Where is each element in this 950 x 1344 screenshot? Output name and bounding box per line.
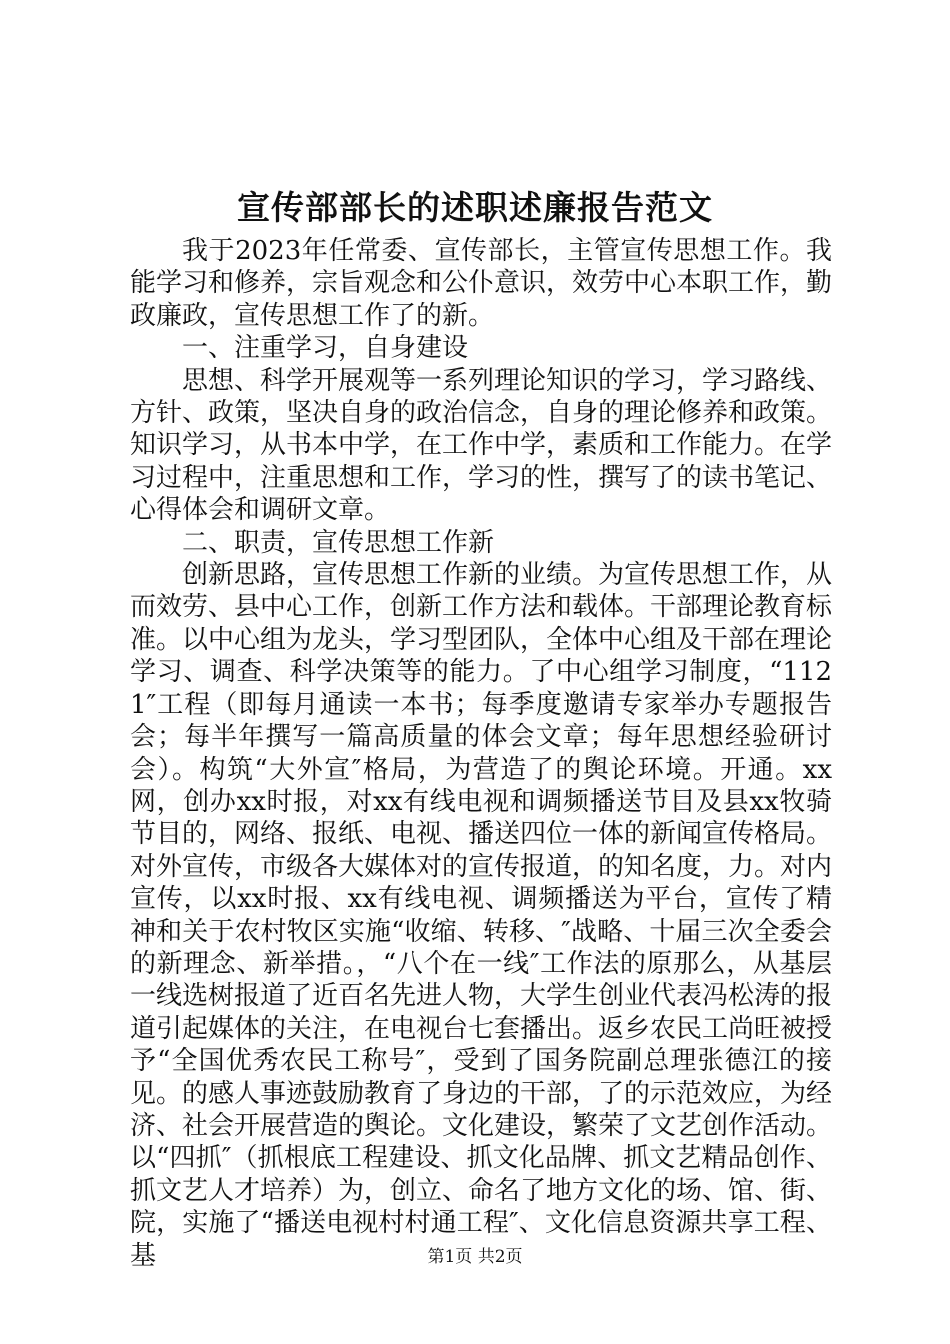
section-heading-1: 一、注重学习，自身建设 — [182, 333, 469, 364]
section-heading-2: 二、职责，宣传思想工作新 — [182, 527, 495, 558]
paragraph-study: 思想、科学开展观等一系列理论知识的学习，学习路线、方针、政策，坚决自身的政治信念，自身的理论修养和政策。知识学习，从书本中学，在工作中学，素质和工作能力。在学习过程中，注重思想和工作，学习的性，撰写了的读书笔记、心得体会和调研文章。 — [130, 365, 833, 526]
page-number-footer: 第1页 共2页 — [427, 1247, 523, 1267]
paragraph-intro: 我于2023年任常委、宣传部长，主管宣传思想工作。我能学习和修养，宗旨观念和公仆意识，效劳中心本职工作，勤政廉政，宣传思想工作了的新。 — [130, 236, 833, 331]
document-body — [130, 235, 832, 1272]
paragraph-work: 创新思路，宣传思想工作新的业绩。为宣传思想工作，从而效劳、县中心工作，创新工作方法和载体。干部理论教育标准。以中心组为龙头，学习型团队，全体中心组及干部在理论学习、调查、科学决策等的能力。了中心组学习制度，“1121″工程（即每月通读一本书；每季度邀请专家举办专题报告会；每半年撰写一篇高质量的体会文章；每年思想经验研讨会）。构筑“大外宣″格局，为营造了的舆论环境。开通。xx网，创办xx时报，对xx有线电视和调频播送节目及县xx牧骑节目的，网络、报纸、电视、播送四位一体的新闻宣传格局。对外宣传，市级各大媒体对的宣传报道，的知名度，力。对内宣传，以xx时报、xx有线电视、调频播送为平台，宣传了精神和关于农村牧区实施“收缩、转移、″战略、十届三次全委会的新理念、新举措。，“八个在一线″工作法的原那么，从基层一线选树报道了近百名先进人物，大学生创业代表冯松涛的报道引起媒体的关注，在电视台七套播出。返乡农民工尚旺被授予“全国优秀农民工称号″，受到了国务院副总理张德江的接见。的感人事迹鼓励教育了身边的干部，了的示范效应，为经济、社会开展营造的舆论。文化建设，繁荣了文艺创作活动。以“四抓″（抓根底工程建设、抓文化品牌、抓文艺精品创作、抓文艺人才培养）为，创立、命名了地方文化的场、馆、街、院，实施了“播送电视村村通工程″、文化信息资源共享工程、基 — [130, 560, 833, 1271]
document-title: 宣传部部长的述职述廉报告范文 — [237, 188, 713, 227]
